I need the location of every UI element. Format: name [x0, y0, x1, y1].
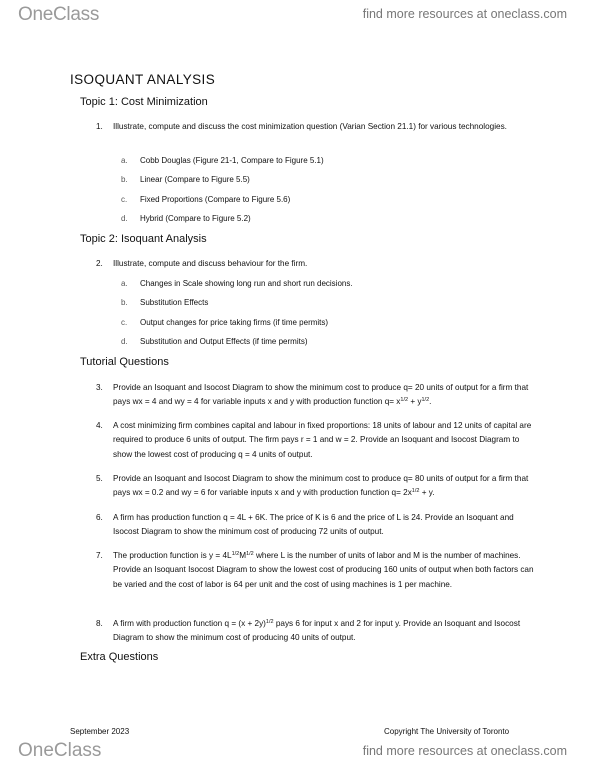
question-3 [96, 381, 536, 410]
question-number: 7. [96, 551, 103, 560]
footer-copyright: Copyright The University of Toronto [384, 727, 510, 736]
sub-letter: b. [121, 175, 128, 184]
sub-item [121, 317, 328, 329]
question-4 [96, 419, 536, 462]
q7-text-a: The production function is y = 4L [113, 551, 232, 560]
q8-text-a: A firm with production function q = (x + 2y) [113, 619, 266, 628]
q7-text-b: M [239, 551, 247, 560]
q3-exponent-1: 1/2 [400, 397, 409, 404]
question-text [113, 472, 536, 501]
sub-item [121, 194, 290, 206]
sub-item [121, 155, 324, 167]
sub-item [121, 278, 353, 290]
sub-text: Hybrid (Compare to Figure 5.2) [140, 214, 251, 223]
question-text [113, 549, 536, 592]
q7-exponent-1: 1/2 [231, 551, 240, 557]
q8-text-b: pays 6 for input x and 2 for input y. Provide an Isoquant and Isocost Diagram to show the minimum cost of producing 40 units of output. [113, 619, 521, 643]
question-number: 3. [96, 383, 103, 392]
question-text: Illustrate, compute and discuss the cost minimization question (Varian Section 21.1) for various technologies. [113, 122, 507, 131]
question-number: 4. [96, 421, 103, 430]
find-more-link-footer[interactable]: find more resources at oneclass.com [362, 744, 567, 758]
question-8 [96, 617, 536, 646]
sub-item [121, 336, 307, 348]
sub-letter: a. [121, 156, 128, 165]
question-number: 2. [96, 259, 103, 268]
tutorial-heading: Tutorial Questions [80, 356, 169, 368]
sub-item [121, 174, 250, 186]
question-6 [96, 511, 536, 540]
question-number: 8. [96, 619, 103, 628]
q8-exponent-1: 1/2 [265, 619, 274, 625]
q3-text-end: . [429, 397, 432, 407]
sub-text: Substitution and Output Effects (if time permits) [140, 337, 308, 346]
sub-letter: c. [121, 318, 128, 327]
oneclass-logo[interactable]: OneClass [18, 4, 100, 25]
q5-text-end: + y. [419, 488, 435, 498]
topic-2-heading: Topic 2: Isoquant Analysis [80, 233, 207, 245]
q3-exponent-2: 1/2 [421, 397, 430, 404]
question-text [113, 381, 536, 410]
q5-exponent-1: 1/2 [411, 488, 420, 495]
question-2 [96, 257, 536, 271]
q3-text-mid: + y [408, 397, 422, 407]
sub-text: Linear (Compare to Figure 5.5) [140, 175, 250, 184]
sub-letter: d. [121, 337, 128, 346]
q5-text-main: Provide an Isoquant and Isocost Diagram to show the minimum cost to produce q= 80 units of output for a firm that pays wx = 0.2 and wy = 6 for variable inputs x and y with production function q= 2x [113, 474, 529, 498]
q3-text-main: Provide an Isoquant and Isocost Diagram to show the minimum cost to produce q= 20 units of output for a firm that pays wx = 4 and wy = 4 for variable inputs x and y with production function q= x [113, 383, 529, 407]
question-text [113, 617, 536, 646]
question-number: 1. [96, 122, 103, 131]
sub-letter: c. [121, 195, 128, 204]
find-more-link[interactable]: find more resources at oneclass.com [362, 7, 567, 21]
question-1 [96, 120, 536, 134]
question-5 [96, 472, 536, 501]
oneclass-logo-footer[interactable]: OneClass [18, 740, 102, 761]
sub-letter: b. [121, 298, 128, 307]
sub-text: Substitution Effects [140, 298, 209, 307]
extra-heading: Extra Questions [80, 651, 159, 663]
question-text: Illustrate, compute and discuss behaviour for the firm. [113, 259, 308, 268]
page-header [0, 0, 595, 32]
sub-letter: a. [121, 279, 128, 288]
question-text: A cost minimizing firm combines capital and labour in fixed proportions: 18 units of labour and 12 units of capital are required to produce 6 units of output. The firm pays r = 1 and w = 2. Provide an Isoquant and Isocost Diagram to show the lowest cost of producing q = 4 units of output. [113, 421, 532, 459]
question-text: A firm has production function q = 4L + 6K. The price of K is 6 and the price of L is 24. Provide an Isoquant and Isocost Diagram to show the minimum cost of producing 72 units of output. [113, 513, 514, 537]
footer-date: September 2023 [70, 727, 130, 736]
sub-text: Changes in Scale showing long run and short run decisions. [140, 279, 353, 288]
sub-text: Output changes for price taking firms (if time permits) [140, 318, 329, 327]
document-title: ISOQUANT ANALYSIS [70, 72, 216, 87]
question-number: 5. [96, 474, 103, 483]
question-number: 6. [96, 513, 103, 522]
sub-text: Fixed Proportions (Compare to Figure 5.6) [140, 195, 291, 204]
sub-letter: d. [121, 214, 128, 223]
question-7 [96, 549, 536, 592]
sub-item [121, 213, 251, 225]
sub-text: Cobb Douglas (Figure 21-1, Compare to Figure 5.1) [140, 156, 324, 165]
topic-1-heading: Topic 1: Cost Minimization [80, 96, 208, 108]
q7-text-c: where L is the number of units of labor and M is the number of machines. Provide an Isoquant Isocost Diagram to show the lowest cost of producing 160 units of output when both factors can be varied and the cost of labor is 64 per unit and the cost of using machines is 1 per machine. [113, 551, 534, 589]
q7-exponent-2: 1/2 [246, 551, 254, 557]
sub-item [121, 297, 208, 309]
